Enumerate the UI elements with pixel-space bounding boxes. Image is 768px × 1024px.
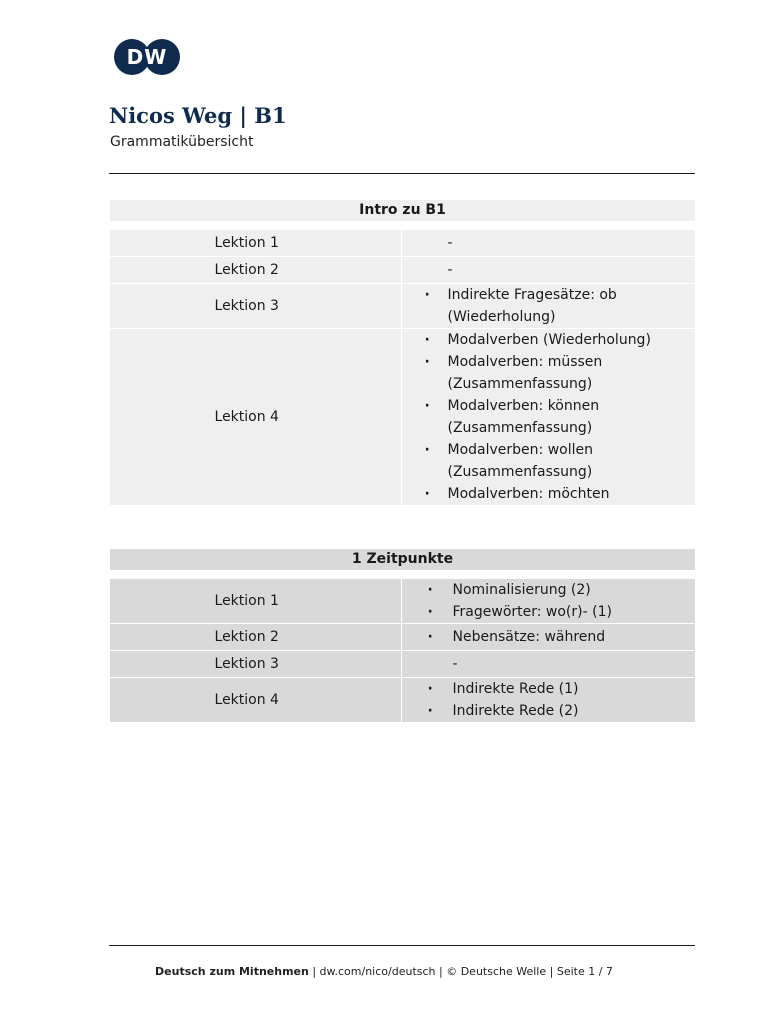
footer-url[interactable]: dw.com/nico/deutsch (319, 965, 436, 978)
header-divider (109, 173, 695, 174)
grammar-cell (401, 651, 695, 678)
lesson-label: Lektion 4 (110, 678, 401, 723)
table-row (110, 651, 695, 678)
lesson-table (110, 578, 695, 722)
lesson-label: Lektion 4 (110, 329, 401, 506)
grammar-cell (401, 579, 695, 624)
grammar-list (422, 626, 696, 648)
grammar-item: · Indirekte Rede (1) (422, 678, 696, 700)
footer-divider (109, 945, 695, 946)
grammar-cell (401, 624, 695, 651)
grammar-item: · Nebensätze: während (422, 626, 696, 648)
grammar-cell (401, 678, 695, 723)
document-title: Nicos Weg | B1 (109, 103, 287, 128)
grammar-item: - (447, 262, 453, 278)
lesson-label: Lektion 1 (110, 579, 401, 624)
grammar-list (422, 329, 696, 505)
grammar-item: · Modalverben: möchten (422, 483, 696, 505)
table-row (110, 257, 695, 284)
lesson-label: Lektion 2 (110, 624, 401, 651)
grammar-cell (401, 257, 695, 284)
footer-page-number: Seite 1 / 7 (556, 965, 613, 978)
table-row (110, 579, 695, 624)
grammar-item: · Modalverben: wollen (Zusammenfassung) (422, 439, 696, 483)
footer-separator: | (308, 965, 320, 978)
lesson-label: Lektion 1 (110, 230, 401, 257)
grammar-item: · Nominalisierung (2) (422, 579, 696, 601)
grammar-item: - (447, 235, 453, 251)
table-row (110, 284, 695, 329)
grammar-list (422, 232, 696, 254)
grammar-cell (401, 284, 695, 329)
grammar-list (422, 284, 696, 328)
grammar-item: · Modalverben (Wiederholung) (422, 329, 696, 351)
table-row (110, 678, 695, 723)
lesson-table-body (110, 579, 695, 723)
table-row (110, 624, 695, 651)
lesson-label: Lektion 2 (110, 257, 401, 284)
grammar-list (422, 259, 696, 281)
grammar-item: · Modalverben: müssen (Zusammenfassung) (422, 351, 696, 395)
document-subtitle: Grammatikübersicht (110, 134, 254, 150)
footer-brand: Deutsch zum Mitnehmen (155, 965, 309, 978)
grammar-list (422, 678, 696, 722)
lesson-label: Lektion 3 (110, 284, 401, 329)
table-row (110, 329, 695, 506)
grammar-item: - (452, 656, 458, 672)
lesson-label: Lektion 3 (110, 651, 401, 678)
section-zeitpunkte (110, 549, 695, 722)
grammar-list (422, 579, 696, 623)
footer-separator: | (435, 965, 447, 978)
section-header: 1 Zeitpunkte (110, 549, 695, 570)
grammar-cell (401, 329, 695, 506)
grammar-cell (401, 230, 695, 257)
page-footer (0, 965, 768, 978)
section-intro-b1 (110, 200, 695, 505)
footer-separator: | (546, 965, 557, 978)
lesson-table-body (110, 230, 695, 506)
grammar-item: · Modalverben: können (Zusammenfassung) (422, 395, 696, 439)
grammar-item: · Fragewörter: wo(r)- (1) (422, 601, 696, 623)
grammar-item: · Indirekte Rede (2) (422, 700, 696, 722)
section-header: Intro zu B1 (110, 200, 695, 221)
logo-text: DW (126, 45, 168, 69)
footer-copyright: © Deutsche Welle (446, 965, 547, 978)
dw-logo (112, 37, 182, 77)
grammar-item: · Indirekte Fragesätze: ob (Wiederholung) (422, 284, 696, 328)
grammar-list (422, 653, 696, 675)
lesson-table (110, 229, 695, 505)
table-row (110, 230, 695, 257)
